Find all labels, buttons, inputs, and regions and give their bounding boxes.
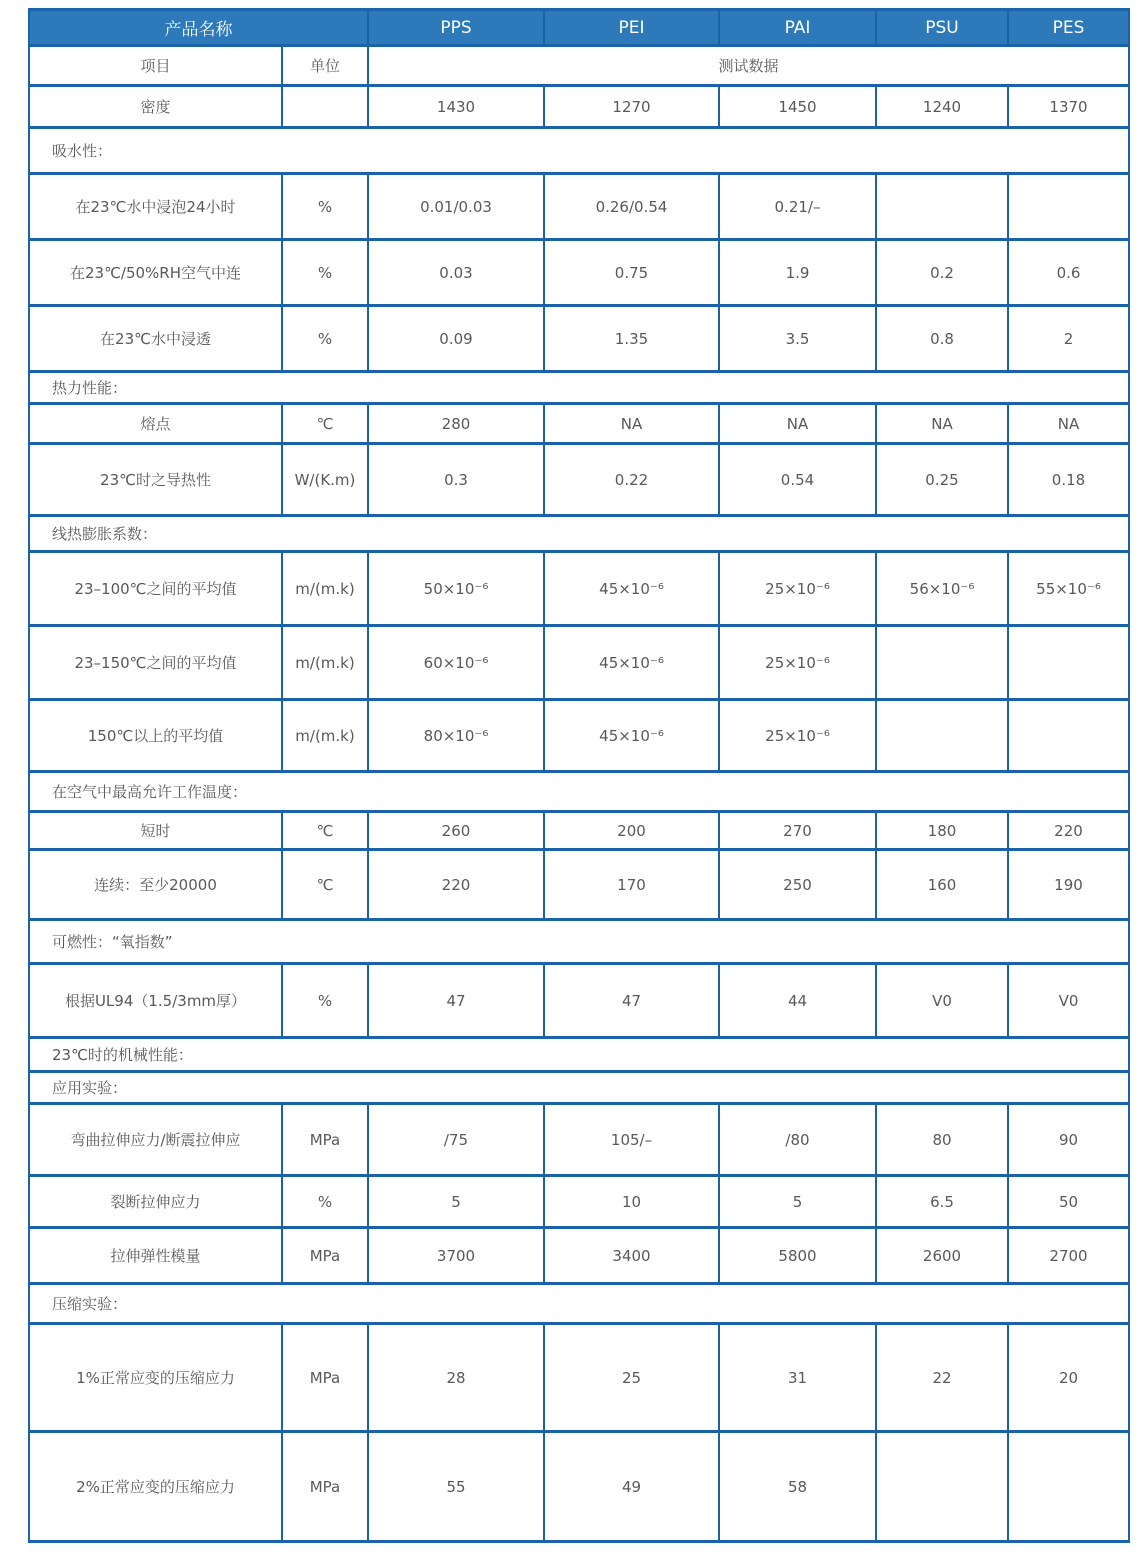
property-label: 连续：至少20000 xyxy=(29,850,282,920)
table-row xyxy=(29,700,1129,772)
property-label: 短时 xyxy=(29,812,282,850)
column-header-pei: PEI xyxy=(544,10,719,46)
unit-cell: MPa xyxy=(282,1228,368,1284)
unit-cell: ℃ xyxy=(282,404,368,444)
value-cell: 0.8 xyxy=(876,306,1008,372)
value-cell: 0.18 xyxy=(1008,444,1129,516)
value-cell: 0.25 xyxy=(876,444,1008,516)
value-cell: 0.26/0.54 xyxy=(544,174,719,240)
table-row xyxy=(29,1324,1129,1432)
section-row xyxy=(29,1072,1129,1104)
unit-cell: % xyxy=(282,306,368,372)
unit-cell: W/(K.m) xyxy=(282,444,368,516)
value-cell: NA xyxy=(1008,404,1129,444)
property-label: 23–150℃之间的平均值 xyxy=(29,626,282,700)
value-cell: 25×10⁻⁶ xyxy=(719,626,876,700)
column-header-pai: PAI xyxy=(719,10,876,46)
unit-cell: MPa xyxy=(282,1104,368,1176)
unit-cell: m/(m.k) xyxy=(282,700,368,772)
table-row xyxy=(29,552,1129,626)
unit-cell: MPa xyxy=(282,1324,368,1432)
value-cell: 250 xyxy=(719,850,876,920)
unit-cell: % xyxy=(282,174,368,240)
value-cell: 1.9 xyxy=(719,240,876,306)
value-cell: 25×10⁻⁶ xyxy=(719,552,876,626)
section-label: 线热膨胀系数： xyxy=(29,516,1129,552)
value-cell: 0.21/– xyxy=(719,174,876,240)
property-label: 弯曲拉伸应力/断震拉伸应 xyxy=(29,1104,282,1176)
table-row xyxy=(29,626,1129,700)
value-cell: 190 xyxy=(1008,850,1129,920)
value-cell: 5 xyxy=(368,1176,544,1228)
section-label: 可燃性：“氧指数” xyxy=(29,920,1129,964)
value-cell: 180 xyxy=(876,812,1008,850)
value-cell: 2 xyxy=(1008,306,1129,372)
value-cell: 3.5 xyxy=(719,306,876,372)
table-row xyxy=(29,306,1129,372)
value-cell: 22 xyxy=(876,1324,1008,1432)
value-cell: 25 xyxy=(544,1324,719,1432)
table-row xyxy=(29,850,1129,920)
property-label: 密度 xyxy=(29,86,282,128)
value-cell: 0.6 xyxy=(1008,240,1129,306)
value-cell: 20 xyxy=(1008,1324,1129,1432)
value-cell: 2700 xyxy=(1008,1228,1129,1284)
value-cell xyxy=(876,1432,1008,1542)
value-cell: 0.3 xyxy=(368,444,544,516)
value-cell xyxy=(1008,174,1129,240)
section-label: 在空气中最高允许工作温度： xyxy=(29,772,1129,812)
table-subheader-row xyxy=(29,46,1129,86)
value-cell: 105/– xyxy=(544,1104,719,1176)
table-row xyxy=(29,1432,1129,1542)
property-label: 熔点 xyxy=(29,404,282,444)
unit-cell: MPa xyxy=(282,1432,368,1542)
value-cell: 220 xyxy=(368,850,544,920)
property-label: 裂断拉伸应力 xyxy=(29,1176,282,1228)
property-label: 在23℃水中浸透 xyxy=(29,306,282,372)
property-label: 2%正常应变的压缩应力 xyxy=(29,1432,282,1542)
property-label: 150℃以上的平均值 xyxy=(29,700,282,772)
table-row xyxy=(29,964,1129,1038)
value-cell: 260 xyxy=(368,812,544,850)
value-cell: 45×10⁻⁶ xyxy=(544,552,719,626)
value-cell xyxy=(876,174,1008,240)
table-row xyxy=(29,1176,1129,1228)
value-cell: 220 xyxy=(1008,812,1129,850)
value-cell: 3400 xyxy=(544,1228,719,1284)
value-cell: 31 xyxy=(719,1324,876,1432)
value-cell: 5 xyxy=(719,1176,876,1228)
value-cell xyxy=(876,700,1008,772)
section-row xyxy=(29,1284,1129,1324)
value-cell: 47 xyxy=(368,964,544,1038)
value-cell: 25×10⁻⁶ xyxy=(719,700,876,772)
section-row xyxy=(29,516,1129,552)
value-cell: 60×10⁻⁶ xyxy=(368,626,544,700)
table-row xyxy=(29,1104,1129,1176)
table-row xyxy=(29,1228,1129,1284)
value-cell: 50 xyxy=(1008,1176,1129,1228)
value-cell: /80 xyxy=(719,1104,876,1176)
table-row xyxy=(29,240,1129,306)
value-cell xyxy=(1008,626,1129,700)
section-label: 吸水性： xyxy=(29,128,1129,174)
section-row xyxy=(29,372,1129,404)
value-cell: 0.22 xyxy=(544,444,719,516)
column-header-pes: PES xyxy=(1008,10,1129,46)
table-header-row xyxy=(29,10,1129,46)
value-cell: 3700 xyxy=(368,1228,544,1284)
value-cell: 1370 xyxy=(1008,86,1129,128)
property-label: 拉伸弹性模量 xyxy=(29,1228,282,1284)
product-name-header: 产品名称 xyxy=(29,10,368,46)
table-row xyxy=(29,812,1129,850)
section-row xyxy=(29,920,1129,964)
value-cell: 50×10⁻⁶ xyxy=(368,552,544,626)
property-label: 1%正常应变的压缩应力 xyxy=(29,1324,282,1432)
value-cell: 0.03 xyxy=(368,240,544,306)
value-cell: 10 xyxy=(544,1176,719,1228)
value-cell: V0 xyxy=(1008,964,1129,1038)
unit-cell: % xyxy=(282,1176,368,1228)
value-cell xyxy=(1008,700,1129,772)
column-header-psu: PSU xyxy=(876,10,1008,46)
value-cell: 47 xyxy=(544,964,719,1038)
unit-cell xyxy=(282,86,368,128)
value-cell: 44 xyxy=(719,964,876,1038)
unit-cell: % xyxy=(282,964,368,1038)
value-cell: 90 xyxy=(1008,1104,1129,1176)
value-cell xyxy=(876,626,1008,700)
column-header-pps: PPS xyxy=(368,10,544,46)
property-label: 23–100℃之间的平均值 xyxy=(29,552,282,626)
value-cell: 0.09 xyxy=(368,306,544,372)
table-row xyxy=(29,86,1129,128)
unit-cell: m/(m.k) xyxy=(282,626,368,700)
unit-column-header: 单位 xyxy=(282,46,368,86)
table-row xyxy=(29,174,1129,240)
property-label: 在23℃/50%RH空气中连 xyxy=(29,240,282,306)
value-cell: 45×10⁻⁶ xyxy=(544,626,719,700)
value-cell: 28 xyxy=(368,1324,544,1432)
value-cell: 45×10⁻⁶ xyxy=(544,700,719,772)
value-cell: 1.35 xyxy=(544,306,719,372)
value-cell: NA xyxy=(544,404,719,444)
table-body xyxy=(29,86,1129,1542)
value-cell xyxy=(1008,1432,1129,1542)
section-label: 热力性能： xyxy=(29,372,1129,404)
unit-cell: % xyxy=(282,240,368,306)
value-cell: 0.2 xyxy=(876,240,1008,306)
section-label: 应用实验： xyxy=(29,1072,1129,1104)
section-row xyxy=(29,1038,1129,1072)
value-cell: 0.54 xyxy=(719,444,876,516)
value-cell: 160 xyxy=(876,850,1008,920)
value-cell: 6.5 xyxy=(876,1176,1008,1228)
item-column-header: 项目 xyxy=(29,46,282,86)
value-cell: 2600 xyxy=(876,1228,1008,1284)
value-cell: 1270 xyxy=(544,86,719,128)
value-cell: 0.75 xyxy=(544,240,719,306)
value-cell: 280 xyxy=(368,404,544,444)
section-row xyxy=(29,772,1129,812)
test-data-header: 测试数据 xyxy=(368,46,1129,86)
value-cell: 0.01/0.03 xyxy=(368,174,544,240)
property-label: 在23℃水中浸泡24小时 xyxy=(29,174,282,240)
property-label: 根据UL94（1.5/3mm厚） xyxy=(29,964,282,1038)
value-cell: 56×10⁻⁶ xyxy=(876,552,1008,626)
value-cell: 170 xyxy=(544,850,719,920)
value-cell: 80 xyxy=(876,1104,1008,1176)
value-cell: V0 xyxy=(876,964,1008,1038)
value-cell: 200 xyxy=(544,812,719,850)
section-label: 压缩实验： xyxy=(29,1284,1129,1324)
value-cell: 1430 xyxy=(368,86,544,128)
value-cell: 55 xyxy=(368,1432,544,1542)
section-label: 23℃时的机械性能： xyxy=(29,1038,1129,1072)
value-cell: 1450 xyxy=(719,86,876,128)
value-cell: 270 xyxy=(719,812,876,850)
value-cell: 58 xyxy=(719,1432,876,1542)
value-cell: 80×10⁻⁶ xyxy=(368,700,544,772)
property-label: 23℃时之导热性 xyxy=(29,444,282,516)
value-cell: 55×10⁻⁶ xyxy=(1008,552,1129,626)
section-row xyxy=(29,128,1129,174)
table-row xyxy=(29,404,1129,444)
value-cell: 49 xyxy=(544,1432,719,1542)
table-row xyxy=(29,444,1129,516)
value-cell: NA xyxy=(876,404,1008,444)
value-cell: 5800 xyxy=(719,1228,876,1284)
material-spec-table xyxy=(28,8,1130,1543)
value-cell: 1240 xyxy=(876,86,1008,128)
value-cell: NA xyxy=(719,404,876,444)
unit-cell: ℃ xyxy=(282,812,368,850)
unit-cell: m/(m.k) xyxy=(282,552,368,626)
value-cell: /75 xyxy=(368,1104,544,1176)
unit-cell: ℃ xyxy=(282,850,368,920)
